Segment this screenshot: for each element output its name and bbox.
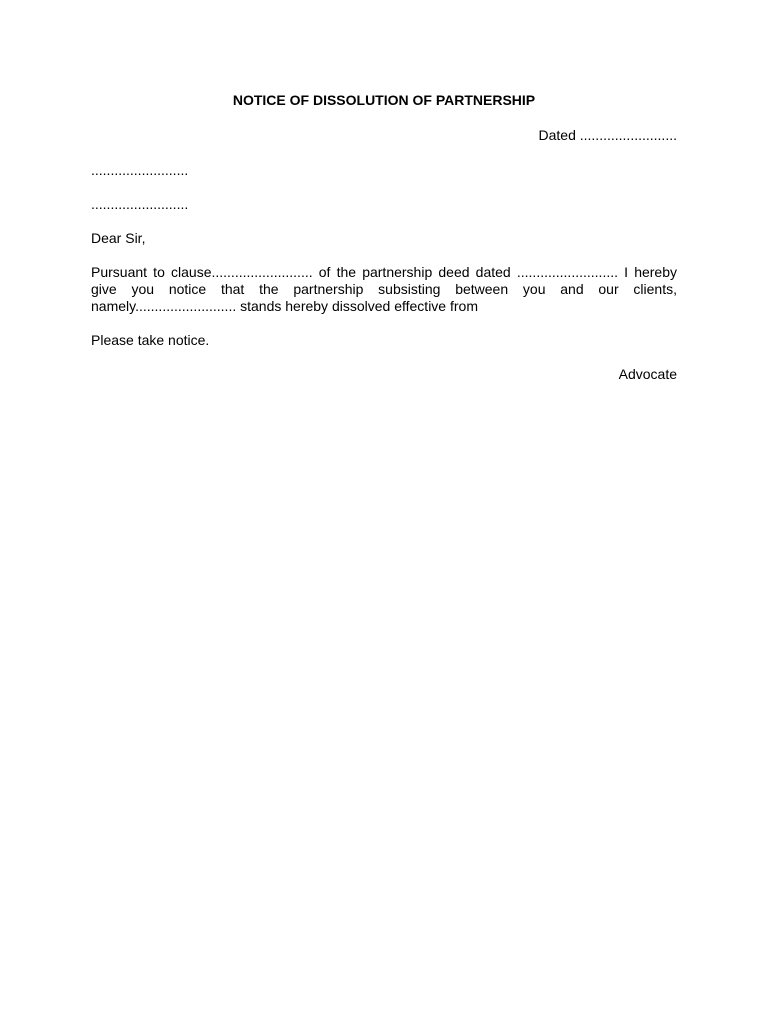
signature-line: Advocate: [618, 366, 677, 382]
closing-notice: Please take notice.: [91, 332, 210, 348]
salutation: Dear Sir,: [91, 230, 146, 246]
document-title: NOTICE OF DISSOLUTION OF PARTNERSHIP: [232, 92, 536, 108]
address-line-2: .........................: [91, 196, 189, 212]
body-paragraph: Pursuant to clause.......................... of the partnership deed dated .......................... I hereby give you notice that the partnership subsisting between you and our clients, namely.......................... stands hereby dissolved effective from: [91, 264, 677, 314]
dated-line: Dated .........................: [538, 127, 677, 143]
document-content: [91, 92, 677, 383]
address-line-1: .........................: [91, 162, 189, 178]
